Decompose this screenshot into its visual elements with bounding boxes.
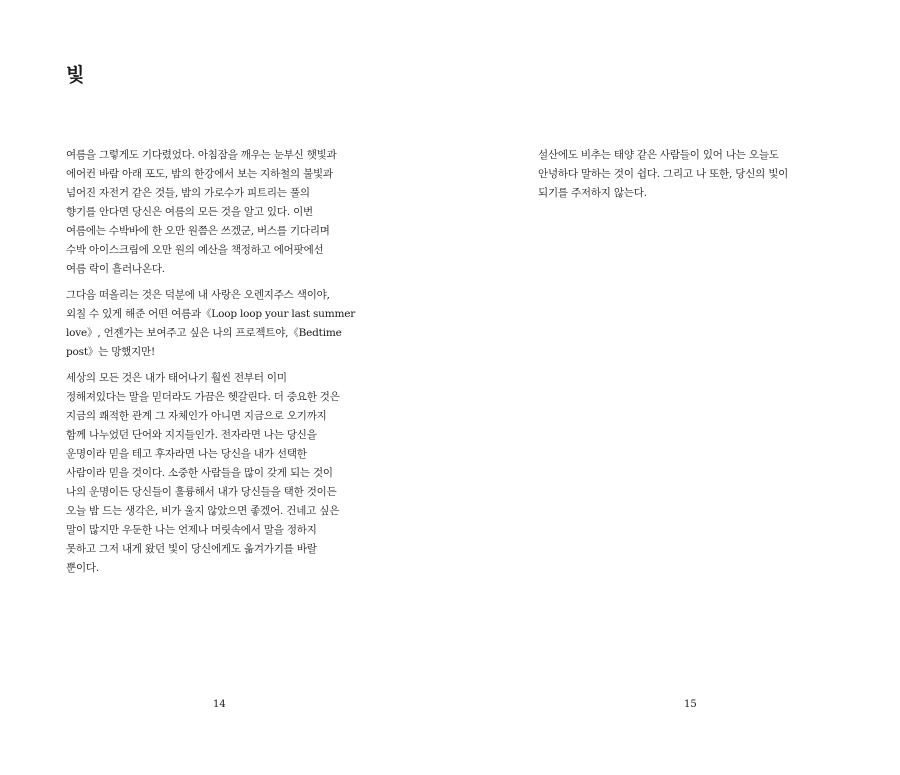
text-line: 나의 운명이든 당신들이 훌륭해서 내가 당신들을 택한 것이든: [66, 486, 337, 498]
text-line: 뿐이다.: [66, 562, 99, 574]
text-line: 향기를 안다면 당신은 여름의 모든 것을 알고 있다. 이번: [66, 206, 313, 218]
page-number-right: 15: [684, 699, 697, 710]
text-line: post》는 망했지만!: [66, 346, 156, 358]
chapter-title: 빛: [66, 64, 85, 86]
text-line: 함께 나누었던 단어와 지지들인가. 전자라면 나는 당신을: [66, 429, 317, 441]
right-body-text: [538, 146, 828, 210]
text-line: 지금의 쾌적한 관계 그 자체인가 아니면 지금으로 오기까지: [66, 410, 327, 422]
text-line: 외칠 수 있게 해준 어떤 여름과《Loop loop your last summer: [66, 308, 356, 320]
text-line: 안녕하다 말하는 것이 쉽다. 그리고 나 또한, 당신의 빛이: [538, 168, 789, 180]
left-body-text: [66, 146, 376, 585]
text-line: love》, 언젠가는 보여주고 싶은 나의 프로젝트야,《Bedtime: [66, 327, 342, 339]
text-line: 수박 아이스크림에 오만 원의 예산을 책정하고 에어팟에선: [66, 244, 324, 256]
text-line: 여름 락이 흘러나온다.: [66, 263, 165, 275]
right-page: [450, 0, 900, 775]
text-line: 그다음 떠올리는 것은 덕분에 내 사랑은 오렌지주스 색이야,: [66, 289, 330, 301]
text-line: 못하고 그저 내게 왔던 빛이 당신에게도 옮겨가기를 바랄: [66, 543, 317, 555]
text-line: 에어컨 바람 아래 포도, 밤의 한강에서 보는 지하철의 불빛과: [66, 168, 333, 180]
text-line: 설산에도 비추는 태양 같은 사람들이 있어 나는 오늘도: [538, 149, 779, 161]
paragraph: [538, 146, 828, 203]
paragraph: [66, 146, 376, 279]
paragraph: [66, 369, 376, 578]
page-number-left: 14: [213, 699, 226, 710]
text-line: 되기를 주저하지 않는다.: [538, 187, 647, 199]
paragraph: [66, 286, 376, 362]
text-line: 넘어진 자전거 같은 것들, 밤의 가로수가 피트리는 풀의: [66, 187, 310, 199]
text-line: 여름을 그렇게도 기다렸었다. 아침잠을 깨우는 눈부신 햇빛과: [66, 149, 337, 161]
text-line: 세상의 모든 것은 내가 태어나기 훨씬 전부터 이미: [66, 372, 287, 384]
text-line: 말이 많지만 우둔한 나는 언제나 머릿속에서 말을 정하지: [66, 524, 317, 536]
text-line: 오늘 밤 드는 생각은, 비가 울지 않았으면 좋겠어. 건네고 싶은: [66, 505, 340, 517]
text-line: 여름에는 수박바에 한 오만 원쯤은 쓰겠군, 버스를 기다리며: [66, 225, 330, 237]
text-line: 사람이라 믿을 것이다. 소중한 사람들을 많이 갖게 되는 것이: [66, 467, 333, 479]
text-line: 정해져있다는 말을 믿더라도 가끔은 헷갈린다. 더 중요한 것은: [66, 391, 340, 403]
text-line: 운명이라 믿을 테고 후자라면 나는 당신을 내가 선택한: [66, 448, 307, 460]
